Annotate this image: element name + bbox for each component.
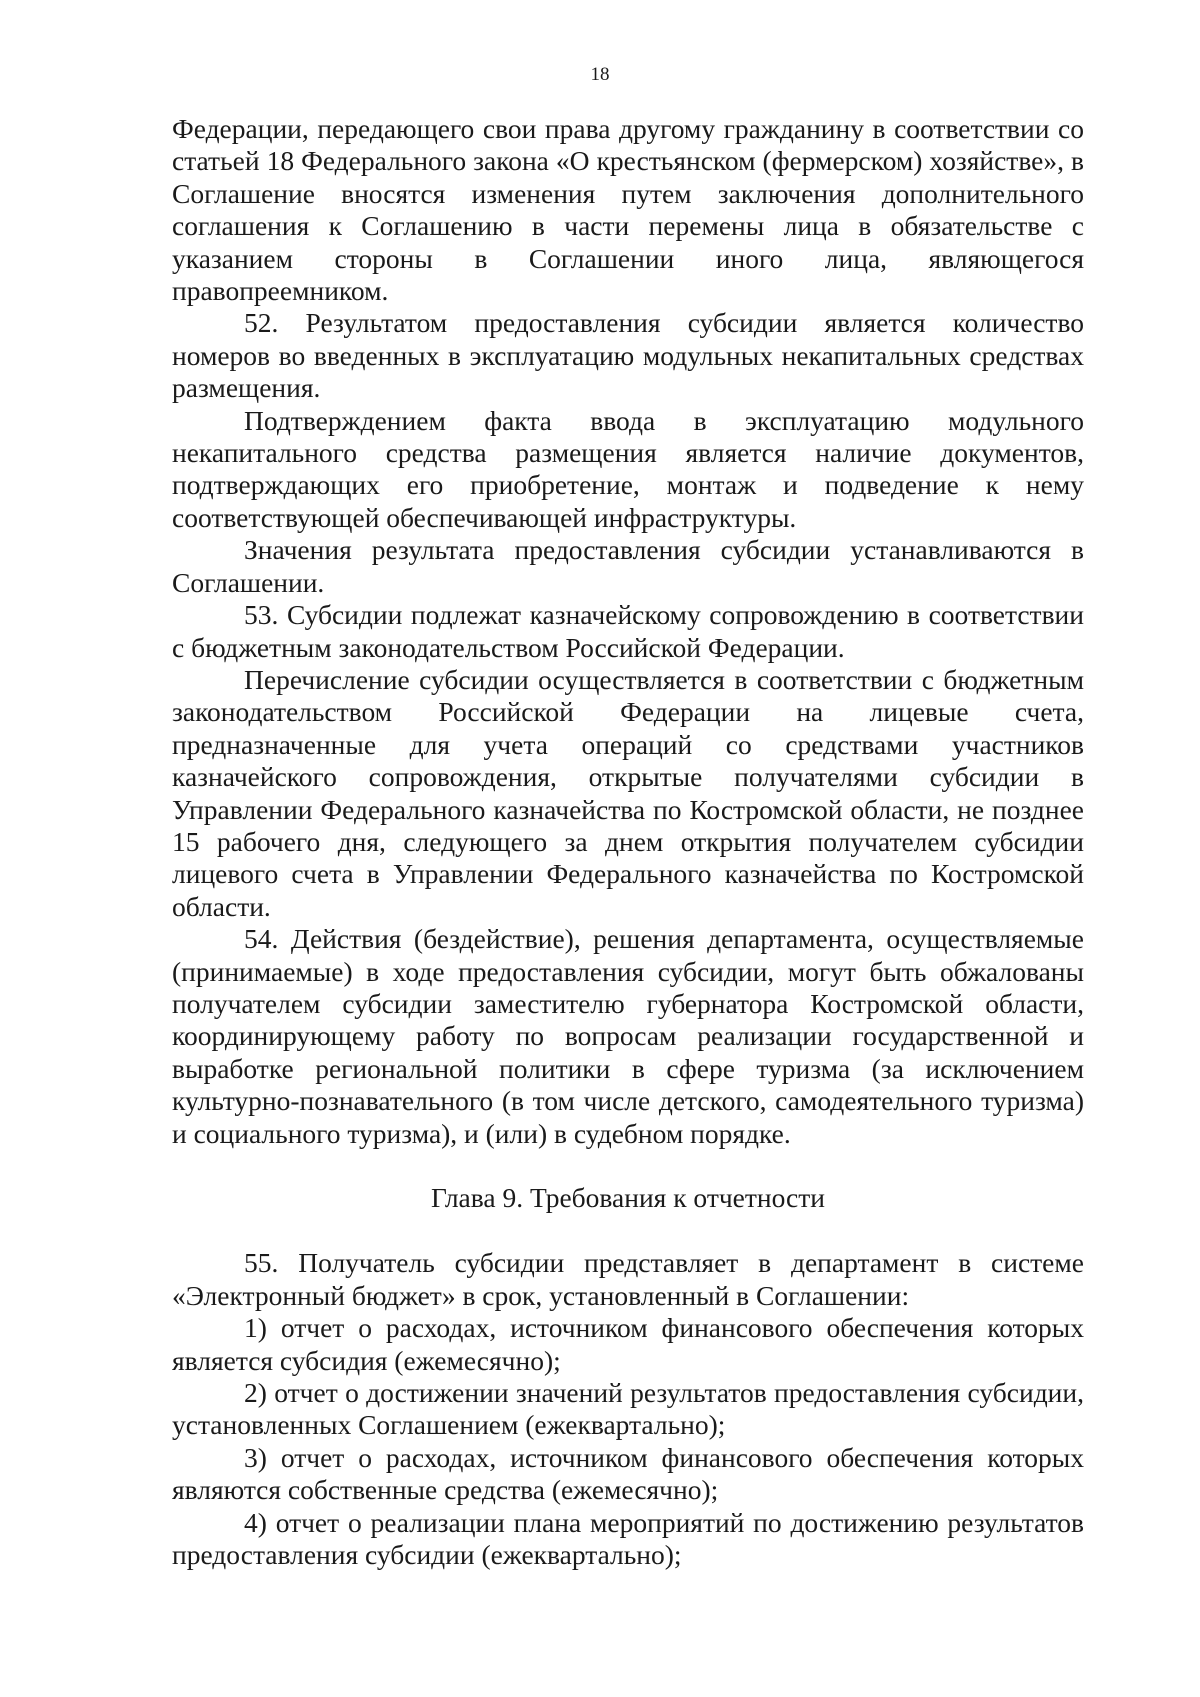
paragraph: 53. Субсидии подлежат казначейскому сопровождению в соответствии с бюджетным законодательством Российской Федерации. xyxy=(172,599,1084,663)
list-item: 2) отчет о достижении значений результатов предоставления субсидии, установленных Соглашением (ежеквартально); xyxy=(172,1377,1084,1441)
paragraph: Подтверждением факта ввода в эксплуатацию модульного некапитального средства размещения является наличие документов, подтверждающих его приобретение, монтаж и подведение к нему соответствующей обеспечивающей инфраструктуры. xyxy=(172,404,1084,533)
paragraph: 54. Действия (бездействие), решения департамента, осуществляемые (принимаемые) в ходе предоставления субсидии, могут быть обжалованы получателем субсидии заместителю губернатора Костромской области, координирующему работу по вопросам реализации государственной и выработке региональной политики в сфере туризма (за исключением культурно-познавательного (в том числе детского, самодеятельного туризма) и социального туризма), и (или) в судебном порядке. xyxy=(172,923,1084,1149)
paragraph: 55. Получатель субсидии представляет в департамент в системе «Электронный бюджет» в срок, установленный в Соглашении: xyxy=(172,1247,1084,1311)
list-item: 3) отчет о расходах, источником финансового обеспечения которых являются собственные средства (ежемесячно); xyxy=(172,1441,1084,1506)
list-item: 4) отчет о реализации плана мероприятий по достижению результатов предоставления субсидии (ежеквартально); xyxy=(172,1506,1084,1571)
list-item: 1) отчет о расходах, источником финансового обеспечения которых является субсидия (ежемесячно); xyxy=(172,1312,1084,1376)
paragraph: Федерации, передающего свои права другому гражданину в соответствии со статьей 18 Федерального закона «О крестьянском (фермерском) хозяйстве», в Соглашение вносятся изменения путем заключения дополнительного соглашения к Соглашению в части перемены лица в обязательстве с указанием стороны в Соглашении иного лица, являющегося правопреемником. xyxy=(172,113,1084,307)
paragraph: Перечисление субсидии осуществляется в соответствии с бюджетным законодательством Российской Федерации на лицевые счета, предназначенные для учета операций со средствами участников казначейского сопровождения, открытые получателями субсидии в Управлении Федерального казначейства по Костромской области, не позднее 15 рабочего дня, следующего за днем открытия получателем субсидии лицевого счета в Управлении Федерального казначейства по Костромской области. xyxy=(172,663,1084,922)
chapter-heading: Глава 9. Требования к отчетности xyxy=(431,1182,825,1213)
paragraph: Значения результата предоставления субсидии устанавливаются в Соглашении. xyxy=(172,534,1084,598)
page-number: 18 xyxy=(590,64,610,85)
paragraph: 52. Результатом предоставления субсидии является количество номеров во введенных в эксплуатацию модульных некапитальных средствах размещения. xyxy=(172,307,1084,404)
document-body xyxy=(172,113,1084,1571)
